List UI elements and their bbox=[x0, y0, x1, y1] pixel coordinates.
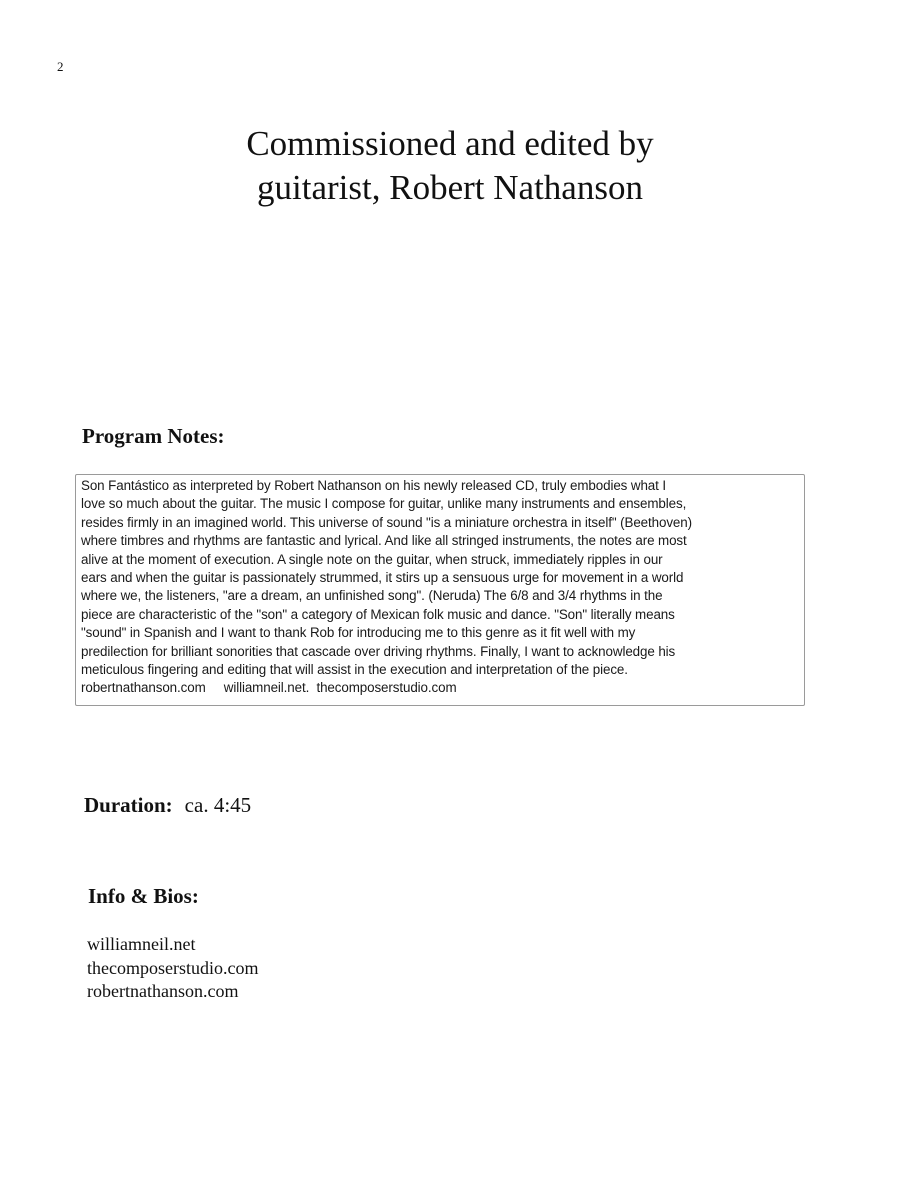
page-title bbox=[0, 122, 900, 210]
duration-label: Duration: bbox=[84, 793, 173, 817]
program-notes-line: piece are characteristic of the "son" a category of Mexican folk music and dance. "Son" literally means bbox=[81, 606, 675, 622]
info-link-thecomposerstudio: thecomposerstudio.com bbox=[87, 957, 259, 978]
page-number: 2 bbox=[57, 59, 64, 74]
info-link-robertnathanson: robertnathanson.com bbox=[87, 981, 239, 1001]
program-notes-links: robertnathanson.com williamneil.net. thecomposerstudio.com bbox=[81, 680, 457, 696]
page-title-line-1: Commissioned and edited by bbox=[246, 124, 654, 163]
duration-value: ca. 4:45 bbox=[184, 793, 252, 817]
program-notes-line: meticulous fingering and editing that will assist in the execution and interpretation of the piece. bbox=[81, 662, 628, 678]
program-notes-line: alive at the moment of execution. A single note on the guitar, when struck, immediately ripples in our bbox=[81, 551, 663, 567]
program-notes-line: where timbres and rhythms are fantastic and lyrical. And like all stringed instruments, the notes are most bbox=[81, 533, 687, 549]
info-links-list bbox=[87, 933, 258, 1004]
program-notes-line: "sound" in Spanish and I want to thank Rob for introducing me to this genre as it fit well with my bbox=[81, 625, 636, 641]
duration bbox=[84, 793, 251, 817]
program-notes-line: predilection for brilliant sonorities that cascade over driving rhythms. Finally, I want to acknowledge his bbox=[81, 643, 676, 659]
program-notes-line: Son Fantástico as interpreted by Robert Nathanson on his newly released CD, truly embodies what I bbox=[81, 478, 667, 493]
program-notes-line: resides firmly in an imagined world. This universe of sound "is a miniature orchestra in itself" (Beethoven) bbox=[81, 514, 692, 530]
program-notes-box bbox=[75, 474, 805, 706]
program-notes-line: ears and when the guitar is passionately strummed, it stirs up a sensuous urge for movement in a world bbox=[81, 570, 684, 586]
program-notes-heading: Program Notes: bbox=[82, 424, 225, 448]
program-notes-line: where we, the listeners, "are a dream, an unfinished song". (Neruda) The 6/8 and 3/4 rhythms in the bbox=[81, 588, 663, 604]
info-link-williamneil: williamneil.net bbox=[87, 934, 196, 954]
page-title-line-2: guitarist, Robert Nathanson bbox=[257, 168, 643, 207]
program-notes-line: love so much about the guitar. The music I compose for guitar, unlike many instruments and ensembles, bbox=[81, 496, 687, 512]
info-bios-heading: Info & Bios: bbox=[88, 884, 199, 908]
